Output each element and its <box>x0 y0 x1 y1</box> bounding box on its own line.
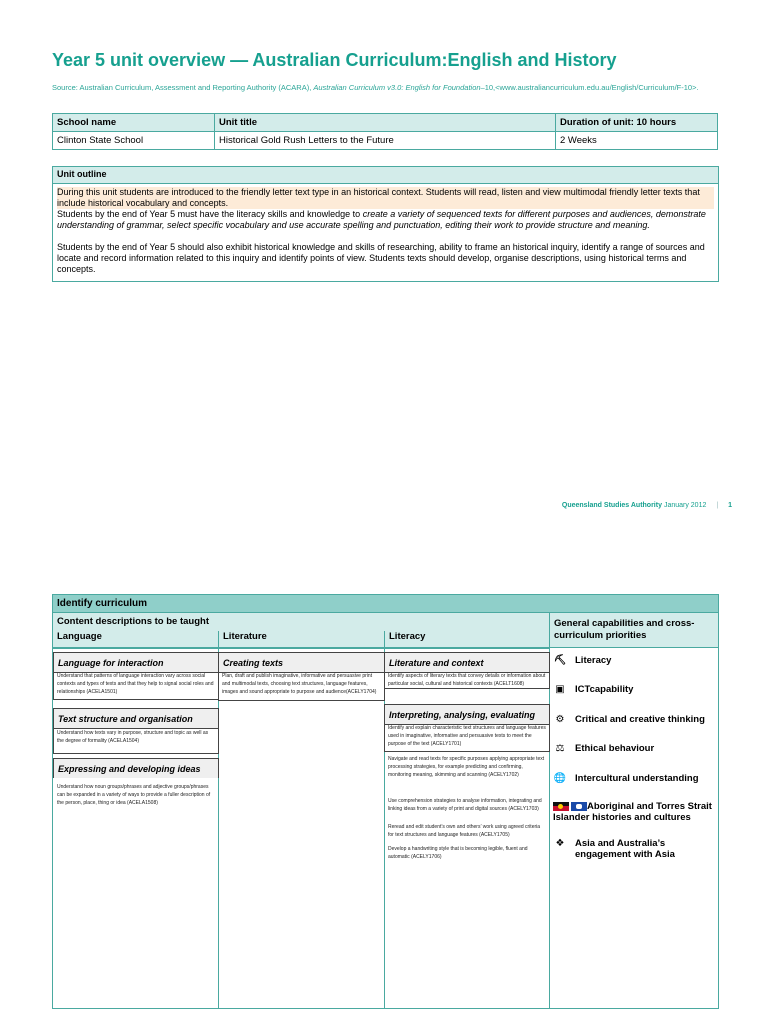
curriculum-heading: Identify curriculum <box>53 595 718 613</box>
footer-org: Queensland Studies Authority <box>561 502 662 509</box>
asia-icon: ❖ <box>555 838 565 849</box>
content-descriptions-title: Content descriptions to be taught <box>57 616 209 627</box>
source-italic: Australian Curriculum v3.0: English for Foundation <box>313 83 481 92</box>
capability-label: Asia and Australia’s engagement with Asia <box>575 838 675 860</box>
literacy-text-2: Identify and explain characteristic text structures and language features used in imaginative, informative and persuasive texts to meet the purpose of the text (ACELY1701) <box>388 725 546 747</box>
column-divider <box>549 648 550 1008</box>
ict-icon: ▣ <box>555 684 565 695</box>
outline-p2-italic: create a variety of sequenced texts for different purposes and audiences, demonstrate understanding of grammar, select specific vocabulary and use accurate spelling and punctuation, editing their work to provide structure and meaning. <box>57 209 706 230</box>
capability-label: Intercultural understanding <box>575 773 699 784</box>
language-text-3: Understand how noun groups/phrases and adjective groups/phrases can be expanded in a variety of ways to provide a fuller description of the person, place, thing or idea (ACELA1508) <box>57 784 211 806</box>
unit-outline <box>52 166 719 282</box>
outline-paragraph-2 <box>57 209 714 231</box>
content-descriptions-header <box>53 613 549 648</box>
literacy-subheading-2: Interpreting, analysing, evaluating <box>384 704 550 724</box>
source-suffix: –10,<www.australiancurriculum.edu.au/English/Curriculum/F-10>. <box>480 83 699 92</box>
capability-label: Ethical behaviour <box>575 743 655 754</box>
capability-aboriginal <box>553 801 713 823</box>
language-text-1: Understand that patterns of language interaction vary across social contexts and types of texts and that they help to signal social roles and relationships (ACELA1501) <box>57 673 214 695</box>
outline-paragraph-1: During this unit students are introduced to the friendly letter text type in an historical context. Students will read, listen and view multimodal friendly letter texts that include historical vocabulary and concepts. <box>57 187 714 209</box>
capability-label: Aboriginal and Torres Strait Islander histories and cultures <box>553 801 712 823</box>
critical-thinking-icon: ⚙ <box>555 714 565 725</box>
capability-ict <box>553 684 633 695</box>
literacy-text-5: Reread and edit student’s own and others’ work using agreed criteria for text structures and language features (ACELY1705) <box>388 824 541 838</box>
literature-text-1: Plan, draft and publish imaginative, informative and persuasive print and multimodal texts, choosing text structures, language features, images and sound appropriate to purpose and audience(ACELY1704) <box>222 673 377 695</box>
capability-intercultural <box>553 773 699 784</box>
page-title: Year 5 unit overview — Australian Curriculum:English and History <box>52 50 617 70</box>
column-language: Language <box>57 631 102 642</box>
outline-p2-lead: Students by the end of Year 5 must have the literacy skills and knowledge to <box>57 209 363 219</box>
language-text-2: Understand how texts vary in purpose, structure and topic as well as the degree of formality (ACELA1504) <box>57 730 209 744</box>
footer-date: January 2012 <box>663 502 707 509</box>
language-subheading-2: Text structure and organisation <box>53 708 219 728</box>
capability-label: ICTcapability <box>575 684 634 695</box>
unit-info-table <box>52 113 718 150</box>
footer-separator: | <box>716 502 719 509</box>
language-subheading-3: Expressing and developing ideas <box>53 758 219 778</box>
literacy-text-4: Use comprehension strategies to analyse information, integrating and linking ideas from a variety of print and digital sources (ACELY1703) <box>388 798 542 812</box>
literacy-text-6: Develop a handwriting style that is becoming legible, fluent and automatic (ACELY1706) <box>388 846 528 860</box>
capability-asia <box>553 838 713 860</box>
duration-header: Duration of unit: 10 hours <box>556 114 718 132</box>
outline-paragraph-3: Students by the end of Year 5 should also exhibit historical knowledge and skills of researching, ability to frame an historical inquiry, identify a range of sources and locate and record information related to this inquiry and identify points of view. Students texts should develop, organise descriptions, using historical terms and concepts. <box>57 242 705 274</box>
literacy-text-1: Identify aspects of literary texts that convey details or information about particular social, cultural and historical contexts (ACELT1608) <box>388 673 546 687</box>
torres-strait-flag-icon <box>571 802 587 811</box>
column-literature: Literature <box>223 631 267 642</box>
capability-critical-thinking <box>553 714 705 725</box>
unit-outline-heading: Unit outline <box>53 167 718 184</box>
capability-literacy <box>553 655 611 666</box>
source-prefix: Source: Australian Curriculum, Assessment and Reporting Authority (ACARA), <box>52 83 314 92</box>
school-name-header: School name <box>53 114 215 132</box>
source-citation <box>52 83 699 92</box>
unit-title-value: Historical Gold Rush Letters to the Future <box>215 132 556 150</box>
literature-subheading-1: Creating texts <box>218 652 385 672</box>
page-footer <box>562 502 732 509</box>
language-subheading-1: Language for interaction <box>53 652 219 672</box>
capability-label: Critical and creative thinking <box>575 714 705 725</box>
footer-page-number: 1 <box>728 502 732 509</box>
general-capabilities-header: General capabilities and cross-curriculum priorities <box>549 613 718 648</box>
ethical-icon: ⚖ <box>555 743 565 754</box>
duration-value: 2 Weeks <box>556 132 718 150</box>
curriculum-table <box>52 594 719 1009</box>
literacy-icon: ⛏ <box>553 655 567 666</box>
capability-ethical <box>553 743 654 754</box>
intercultural-icon: 🌐 <box>553 773 567 784</box>
unit-title-header: Unit title <box>215 114 556 132</box>
flags-icon <box>553 802 569 811</box>
literacy-subheading-1: Literature and context <box>384 652 550 672</box>
literacy-text-3: Navigate and read texts for specific purposes applying appropriate text processing strategies, for example predicting and confirming, monitoring meaning, skimming and scanning (ACELY1702) <box>388 756 545 778</box>
capability-label: Literacy <box>575 655 612 666</box>
school-name-value: Clinton State School <box>53 132 215 150</box>
column-literacy: Literacy <box>389 631 426 642</box>
